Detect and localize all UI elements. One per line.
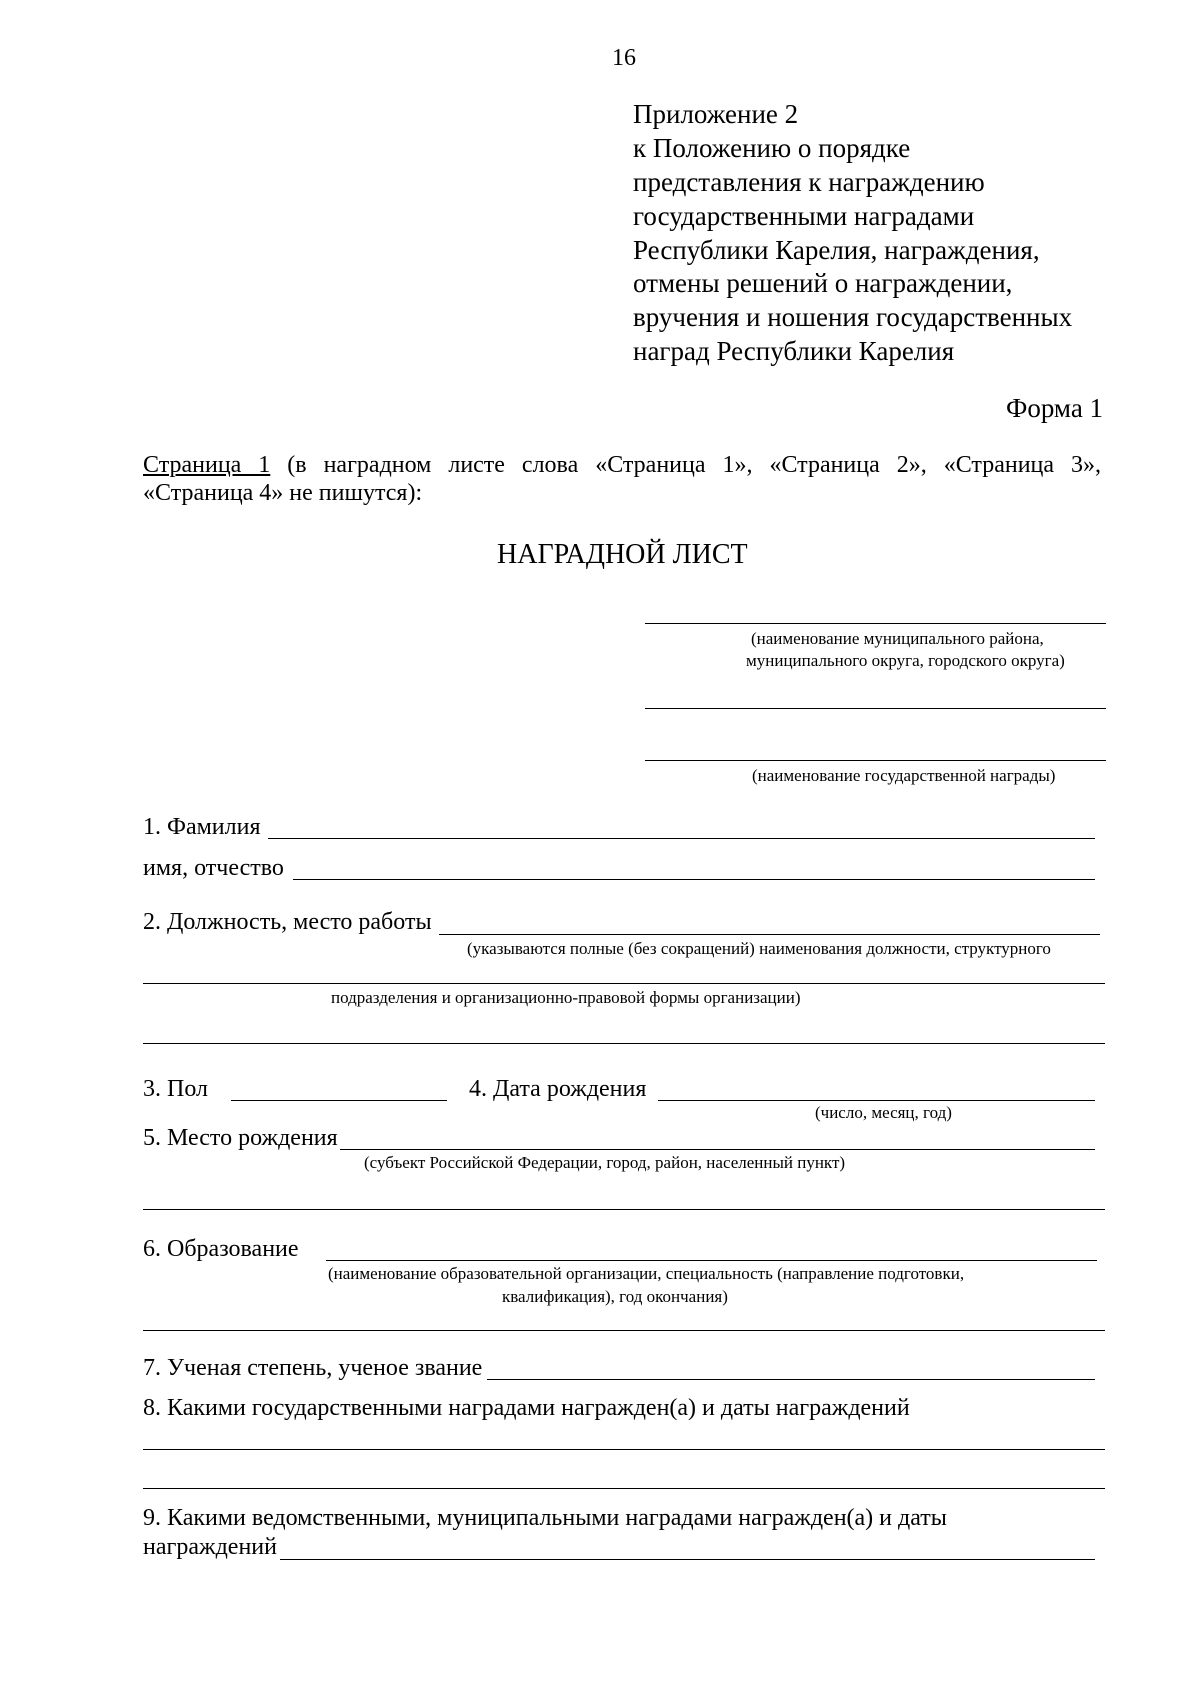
appendix-line: отмены решений о награждении, [633, 268, 1013, 298]
state-awards-label: 8. Какими государственными наградами награжден(а) и даты награждений [143, 1395, 910, 1421]
position-field-line-2[interactable] [143, 983, 1105, 984]
education-label: 6. Образование [143, 1236, 299, 1262]
municipality-field-line[interactable] [645, 623, 1106, 624]
appendix-line: представления к награждению [633, 167, 985, 197]
appendix-line: государственными наградами [633, 201, 975, 231]
page-note-underlined: Страница 1 [143, 452, 271, 478]
municipality-caption: (наименование муниципального района, [751, 629, 1044, 648]
appendix-line: к Положению о порядке [633, 133, 911, 163]
dept-awards-label: 9. Какими ведомственными, муниципальными наградами награжден(а) и даты [143, 1505, 947, 1531]
name-patronymic-label: имя, отчество [143, 855, 284, 881]
document-title: НАГРАДНОЙ ЛИСТ [497, 539, 748, 570]
position-caption: подразделения и организационно-правовой формы организации) [331, 988, 801, 1007]
sex-field-line[interactable] [231, 1100, 447, 1101]
birth-place-field-line[interactable] [340, 1149, 1095, 1150]
municipality-field-line-2[interactable] [645, 708, 1106, 709]
page-note-line-1 [143, 453, 1101, 477]
education-caption: (наименование образовательной организации, специальность (направление подготовки, [328, 1264, 965, 1283]
award-name-field-line[interactable] [645, 760, 1106, 761]
page-note-rest: (в наградном листе слова «Страница 1», «Страница 2», «Страница 3», [287, 452, 1102, 478]
dept-awards-label-2: награждений [143, 1534, 277, 1560]
name-patronymic-field-line[interactable] [293, 879, 1095, 880]
birth-date-caption: (число, месяц, год) [815, 1103, 952, 1122]
education-field-line[interactable] [326, 1260, 1097, 1261]
appendix-line: Приложение 2 [633, 99, 799, 129]
surname-label: 1. Фамилия [143, 814, 261, 840]
position-label: 2. Должность, место работы [143, 909, 432, 935]
appendix-line: Республики Карелия, награждения, [633, 235, 1040, 265]
position-field-line-3[interactable] [143, 1043, 1105, 1044]
birth-date-field-line[interactable] [658, 1100, 1095, 1101]
degree-field-line[interactable] [487, 1379, 1095, 1380]
surname-field-line[interactable] [268, 838, 1095, 839]
appendix-line: вручения и ношения государственных [633, 302, 1073, 332]
municipality-caption: муниципального округа, городского округа) [746, 651, 1065, 670]
form-label: Форма 1 [1006, 393, 1104, 423]
sex-label: 3. Пол [143, 1076, 208, 1102]
appendix-line: наград Республики Карелия [633, 336, 955, 366]
birth-place-label: 5. Место рождения [143, 1125, 338, 1151]
state-awards-field-line[interactable] [143, 1449, 1105, 1450]
dept-awards-field-line[interactable] [280, 1559, 1095, 1560]
state-awards-field-line-2[interactable] [143, 1488, 1105, 1489]
degree-label: 7. Ученая степень, ученое звание [143, 1355, 483, 1381]
birth-place-caption: (субъект Российской Федерации, город, район, населенный пункт) [364, 1153, 846, 1172]
award-name-caption: (наименование государственной награды) [752, 766, 1056, 785]
page-note-line-2: «Страница 4» не пишутся): [143, 480, 423, 506]
education-caption: квалификация), год окончания) [502, 1287, 728, 1306]
page-number: 16 [612, 45, 636, 71]
birth-date-label: 4. Дата рождения [469, 1076, 647, 1102]
education-field-line-2[interactable] [143, 1330, 1105, 1331]
position-caption: (указываются полные (без сокращений) наименования должности, структурного [467, 939, 1051, 958]
birth-place-field-line-2[interactable] [143, 1209, 1105, 1210]
position-field-line[interactable] [439, 934, 1100, 935]
